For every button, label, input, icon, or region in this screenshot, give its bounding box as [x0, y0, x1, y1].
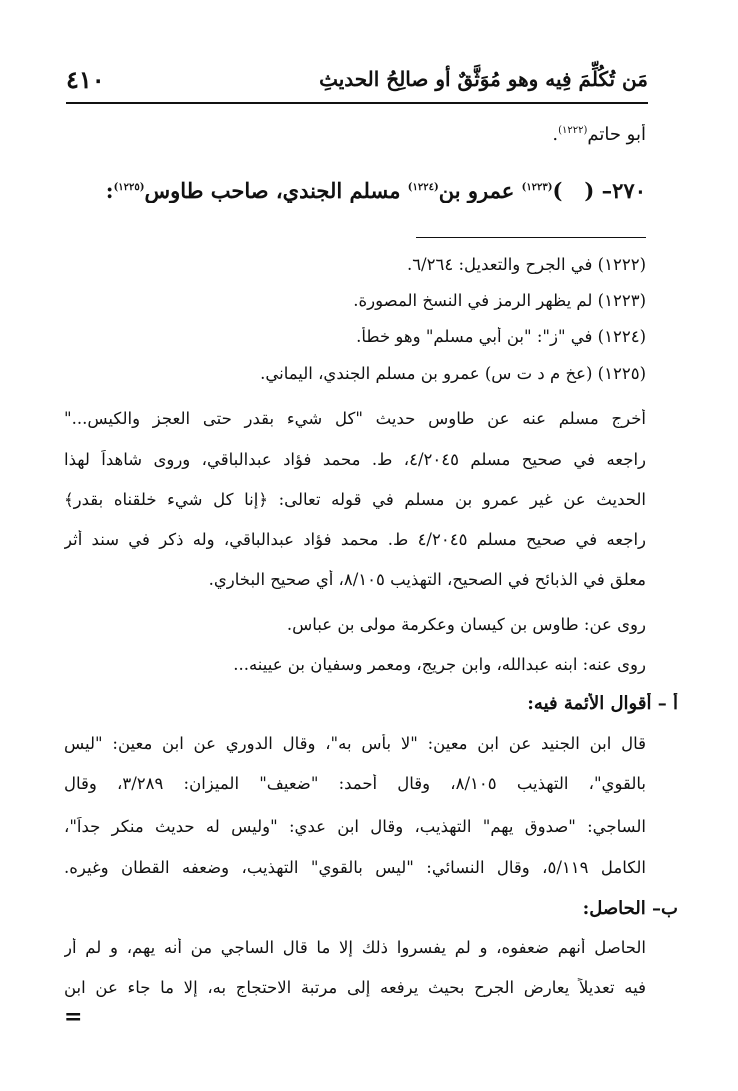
narrated-by: روى عنه: ابنه عبدالله، وابن جريج، ومعمر وسفيان بن عيينه... [233, 655, 646, 674]
entry-number: ٢٧٠– [601, 178, 646, 203]
section-a-line-2: بالقوي"، التهذيب ٨/١٠٥، وقال أحمد: "ضعيف" الميزان: ٣/٢٨٩، وقال [64, 774, 646, 793]
note-line-1: أخرج مسلم عنه عن طاوس حديث "كل شيء بقدر حتى العجز والكيس..." [64, 409, 646, 428]
page-header [66, 62, 648, 96]
footnote-1225: (١٢٢٥) (عخ م د ت س) عمرو بن مسلم الجندي، اليماني. [260, 364, 646, 383]
header-rule [66, 102, 648, 104]
section-b-line-1: الحاصل أنهم ضعفوه، و لم يفسروا ذلك إلا ما قال الساجي من أنه يهم، و لم أر [64, 938, 646, 957]
note-line-4: راجعه في صحيح مسلم ٤/٢٠٤٥ ط. محمد فؤاد عبدالباقي، وله ذكر في سند أثر [64, 530, 646, 549]
footnote-1223: (١٢٢٣) لم يظهر الرمز في النسخ المصورة. [353, 291, 646, 310]
continuation-mark: = [64, 1004, 83, 1030]
note-line-3: الحديث عن غير عمرو بن مسلم في قوله تعالى: ﴿إنا كل شيء خلقناه بقدر﴾ [64, 490, 646, 509]
section-a-line-4: الكامل ٥/١١٩، وقال النسائي: "ليس بالقوي" التهذيب، وضعفه القطان وغيره. [64, 858, 646, 877]
footnote-1224: (١٢٢٤) في "ز": "بن أبي مسلم" وهو خطأ. [356, 327, 646, 346]
section-a-heading: أ – أقوال الأئمة فيه: [527, 693, 678, 714]
section-b-line-2: فيه تعديلاً يعارض الجرح بحيث يرفعه إلى مرتبة الاحتجاج به، إلا ما جاء عن ابن [64, 978, 646, 997]
footnote-1222: (١٢٢٢) في الجرح والتعديل: ٦/٢٦٤. [406, 255, 646, 274]
entry-name-part-2: مسلم الجندي، صاحب طاوس [144, 178, 401, 203]
intro-end: . [552, 124, 559, 145]
intro-footnote-ref: (١٢٢٢) [558, 125, 588, 136]
note-line-5: معلق في الذبائح في الصحيح، التهذيب ٨/١٠٥، أي صحيح البخاري. [208, 570, 646, 589]
entry-end: : [105, 178, 114, 203]
entry-footnote-ref-1: (١٢٢٣) [521, 182, 553, 193]
section-b-heading: ب– الحاصل: [582, 898, 678, 919]
note-line-2: راجعه في صحيح مسلم ٤/٢٠٤٥، ط. محمد فؤاد عبدالباقي، وروى شاهداً لهذا [64, 450, 646, 469]
intro-text: أبو حاتم [587, 124, 646, 145]
entry-title [64, 178, 646, 203]
narrated-from: روى عن: طاوس بن كيسان وعكرمة مولى بن عباس. [286, 615, 646, 634]
intro-line [64, 124, 646, 145]
running-title: مَن تُكُلِّمَ فِيه وهو مُوَثَّقٌ أو صالِحُ الحديثِ [319, 67, 648, 91]
entry-name-part-1: عمرو بن [438, 178, 515, 203]
entry-footnote-ref-2: (١٢٢٤) [407, 182, 439, 193]
section-a-line-1: قال ابن الجنيد عن ابن معين: "لا بأس به"، وقال الدوري عن ابن معين: "ليس [64, 734, 646, 753]
entry-symbol-placeholder: ( ) [552, 178, 595, 203]
section-a-line-3: الساجي: "صدوق يهم" التهذيب، وقال ابن عدي: "وليس له حديث منكر جداً"، [64, 817, 646, 836]
page-number: ٤١٠ [66, 64, 105, 94]
entry-footnote-ref-3: (١٢٢٥) [113, 182, 145, 193]
footnote-rule [416, 237, 646, 238]
